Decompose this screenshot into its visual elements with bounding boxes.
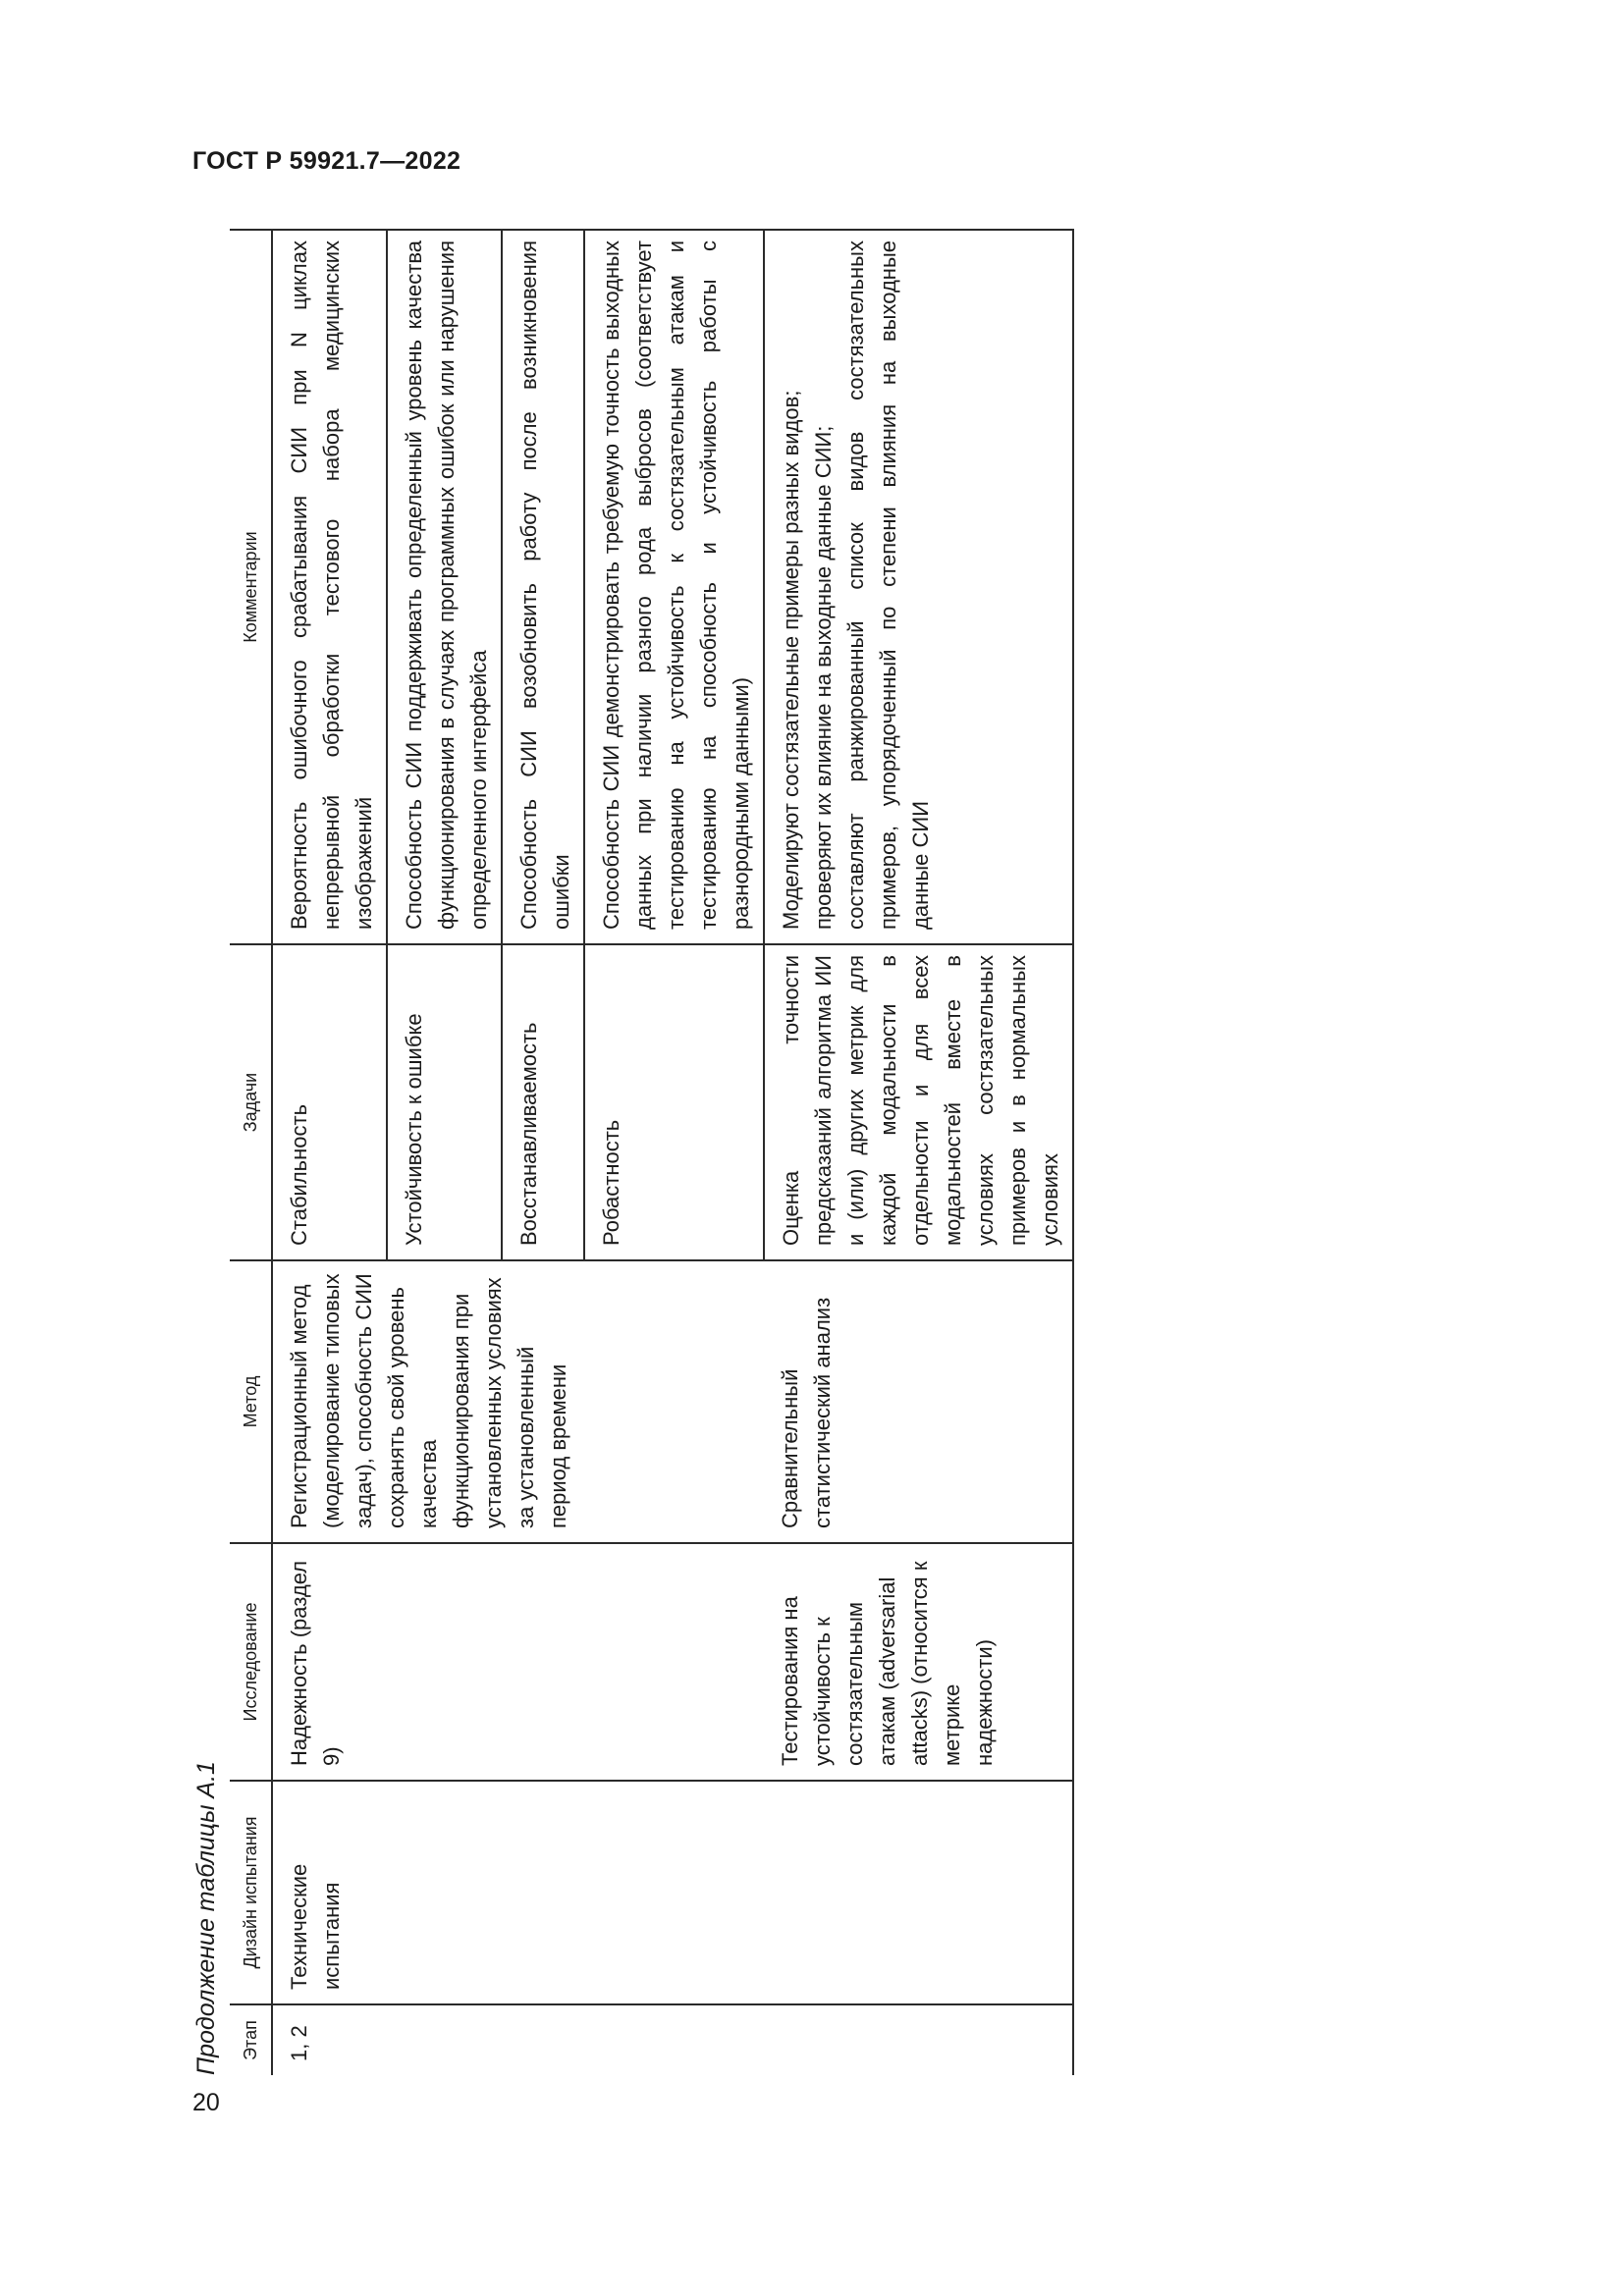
comment-cell: Способность СИИ поддерживать определенный уровень качества функционирования в случаях программных ошибок или нарушения определенного интерфейса [387, 230, 502, 944]
col-header-design: Дизайн испытания [230, 1781, 272, 2004]
comment-cell: Способность СИИ возобновить работу после возникновения ошибки [502, 230, 584, 944]
col-header-study: Исследование [230, 1543, 272, 1781]
stage-cell: 1, 2 [272, 2004, 1073, 2075]
comment-cell: Способность СИИ демонстрировать требуемую точность выходных данных при наличии разного рода выбросов (соответствует тестированию на устойчивость к состязательным атакам и тестированию на способность и устойчивость работы с разнородными данными) [584, 230, 764, 944]
comment-line: составляют ранжированный список видов состязательных примеров, упорядоченный по степени влияния на выходные данные СИИ [843, 240, 933, 930]
col-header-tasks: Задачи [230, 944, 272, 1260]
col-header-comments: Комментарии [230, 230, 272, 944]
comment-cell: Вероятность ошибочного срабатывания СИИ при N циклах непрерывной обработки тестового набора медицинских изображений [272, 230, 387, 944]
table-row [272, 230, 387, 2075]
task-cell: Стабильность [272, 944, 387, 1260]
table-caption: Продолжение таблицы А.1 [192, 1761, 220, 2075]
task-cell: Восстанавливаемость [502, 944, 584, 1260]
task-cell: Робастность [584, 944, 764, 1260]
document-code: ГОСТ Р 59921.7—2022 [192, 147, 461, 175]
table-header-row [230, 230, 272, 2075]
comment-cell [764, 230, 1073, 944]
study-cell: Тестирования на устойчивость к состязательным атакам (adversarial attacks) (относится к метрике надежности) [764, 1543, 1073, 1781]
task-cell: Устойчивость к ошибке [387, 944, 502, 1260]
table-a1-continuation [230, 229, 1074, 2075]
study-cell: Надежность (раздел 9) [272, 1543, 764, 1781]
method-cell: Сравнительный статистический анализ [764, 1260, 1073, 1543]
rotated-table-block [192, 230, 1062, 2075]
design-cell: Технические испытания [272, 1781, 1073, 2004]
col-header-method: Метод [230, 1260, 272, 1543]
comment-line: проверяют их влияние на выходные данные СИИ; [811, 425, 836, 930]
comment-line: Моделируют состязательные примеры разных видов; [779, 390, 803, 930]
method-cell: Регистрационный метод (моделирование типовых задач), способность СИИ сохранять свой уровень качества функционирования при установленных условиях за установленный период времени [272, 1260, 764, 1543]
col-header-stage: Этап [230, 2004, 272, 2075]
task-cell: Оценка точности предсказаний алгоритма ИИ и (или) других метрик для каждой модальности в отдельности и для всех модальностей вместе в условиях состязательных примеров и в нормальных условиях [764, 944, 1073, 1260]
page-number: 20 [192, 2089, 220, 2116]
